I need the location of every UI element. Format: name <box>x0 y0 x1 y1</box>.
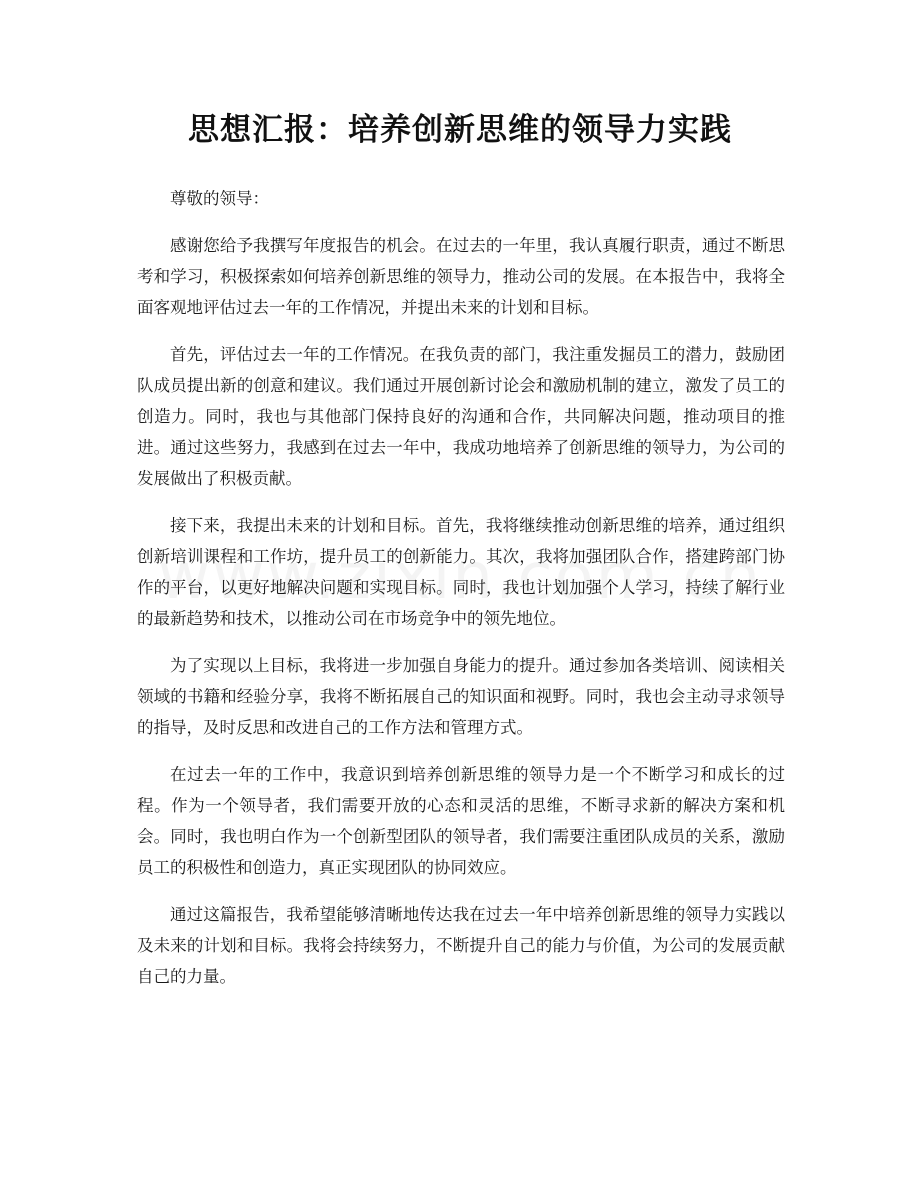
salutation: 尊敬的领导： <box>170 189 269 208</box>
paragraph-6: 通过这篇报告，我希望能够清晰地传达我在过去一年中培养创新思维的领导力实践以及未来的计划和目标。我将会持续努力，不断提升自己的能力与价值，为公司的发展贡献自己的力量。 <box>137 905 785 986</box>
paragraph-1: 感谢您给予我撰写年度报告的机会。在过去的一年里，我认真履行职责，通过不断思考和学习，积极探索如何培养创新思维的领导力，推动公司的发展。在本报告中，我将全面客观地评估过去一年的工作情况，并提出未来的计划和目标。 <box>137 236 785 317</box>
document-body <box>137 183 785 1008</box>
paragraph-2: 首先，评估过去一年的工作情况。在我负责的部门，我注重发掘员工的潜力，鼓励团队成员提出新的创意和建议。我们通过开展创新讨论会和激励机制的建立，激发了员工的创造力。同时，我也与其他部门保持良好的沟通和合作，共同解决问题，推动项目的推进。通过这些努力，我感到在过去一年中，我成功地培养了创新思维的领导力，为公司的发展做出了积极贡献。 <box>137 345 785 488</box>
document-title: 思想汇报：培养创新思维的领导力实践 <box>188 112 732 148</box>
paragraph-4: 为了实现以上目标，我将进一步加强自身能力的提升。通过参加各类培训、阅读相关领域的书籍和经验分享，我将不断拓展自己的知识面和视野。同时，我也会主动寻求领导的指导，及时反思和改进自己的工作方法和管理方式。 <box>137 656 785 737</box>
paragraph-3: 接下来，我提出未来的计划和目标。首先，我将继续推动创新思维的培养，通过组织创新培训课程和工作坊，提升员工的创新能力。其次，我将加强团队合作，搭建跨部门协作的平台，以更好地解决问题和实现目标。同时，我也计划加强个人学习，持续了解行业的最新趋势和技术，以推动公司在市场竞争中的领先地位。 <box>137 516 785 628</box>
paragraph-5: 在过去一年的工作中，我意识到培养创新思维的领导力是一个不断学习和成长的过程。作为一个领导者，我们需要开放的心态和灵活的思维，不断寻求新的解决方案和机会。同时，我也明白作为一个创新型团队的领导者，我们需要注重团队成员的关系，激励员工的积极性和创造力，真正实现团队的协同效应。 <box>137 765 785 877</box>
